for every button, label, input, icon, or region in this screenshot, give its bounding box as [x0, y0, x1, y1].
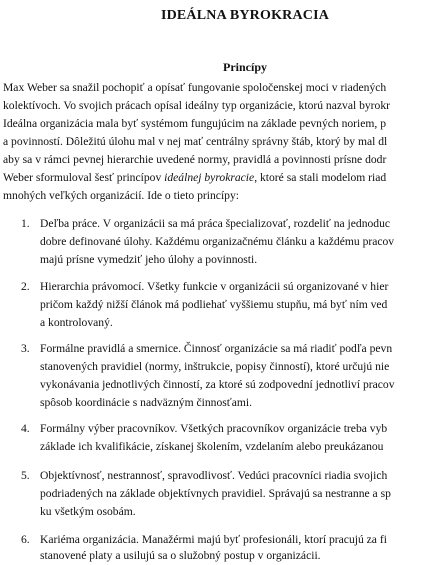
section-heading: Princípy — [223, 60, 267, 74]
item-number: 6. — [21, 533, 30, 546]
intro-line: mnohých veľkých organizácií. Ide o tieto princípy: — [3, 189, 239, 202]
item-number: 3. — [21, 342, 30, 355]
item-line: a kontrolovaný. — [40, 316, 113, 329]
document-title: IDEÁLNA BYROKRACIA — [160, 8, 330, 23]
item-line: Kariéma organizácia. Manažérmi majú byť profesionáli, ktorí pracujú za fi — [40, 533, 387, 546]
item-number: 4. — [21, 422, 30, 435]
intro-line: Ideálna organizácia mala byť systémom fungujúcim na základe pevných noriem, p — [3, 117, 387, 130]
item-line: ku všetkým osobám. — [40, 505, 136, 518]
item-line: podriadených na základe objektívnych pravidiel. Správajú sa nestranne a sp — [40, 487, 391, 500]
intro-line-with-italic — [3, 170, 386, 186]
intro-line: Max Weber sa snažil pochopiť a opísať fungovanie spoločenskej moci v riadených — [3, 81, 387, 94]
item-line: vykonávania jednotlivých činností, za ktoré sú zodpovední jednotliví pracov — [40, 378, 395, 391]
item-line: Formálne pravidlá a smernice. Činnosť organizácie sa má riadiť podľa pevn — [40, 342, 393, 355]
intro-italic-text: ideálnej byrokracie — [164, 171, 255, 184]
item-line: pričom každý nižší článok má podliehať vyššiemu stupňu, má byť ním ved — [40, 298, 388, 311]
item-line: základe ich kvalifikácie, získanej školením, vzdelaním alebo preukázanou — [40, 440, 384, 453]
intro-line: aby sa v rámci pevnej hierarchie uvedené normy, pravidlá a povinnosti prísne dodr — [3, 153, 387, 166]
item-line: stanovené platy a usilujú sa o služobný postup v organizácii. — [40, 549, 321, 562]
intro-line: kolektívoch. Vo svojich prácach opísal ideálny typ organizácie, ktorú nazval byrokr — [3, 99, 390, 112]
intro-text: , ktoré sa stali modelom riad — [254, 171, 387, 184]
item-line: Formálny výber pracovníkov. Všetkých pracovníkov organizácie treba vyb — [40, 422, 388, 435]
item-line: spôsob koordinácie s nadväzným činnosťami. — [40, 396, 252, 409]
item-line: Deľba práce. V organizácii sa má práca špecializovať, rozdeliť na jednoduc — [40, 217, 391, 230]
item-line: dobre definované úlohy. Každému organizačnému článku a každému pracov — [40, 235, 395, 248]
intro-line: a povinností. Dôležitú úlohu mal v nej mať centrálny správny štáb, ktorý by mal dl — [3, 135, 388, 148]
item-number: 1. — [21, 217, 30, 230]
item-line: Objektívnosť, nestrannosť, spravodlivosť. Vedúci pracovníci riadia svojich — [40, 469, 388, 482]
item-line: majú prísne vymedziť jeho úlohy a povinnosti. — [40, 253, 258, 266]
item-line: stanovených pravidiel (normy, inštrukcie, popisy činností), ktoré určujú nie — [40, 360, 390, 373]
item-number: 5. — [21, 469, 30, 482]
item-line: Hierarchia právomocí. Všetky funkcie v organizácii sú organizované v hier — [40, 280, 389, 293]
item-number: 2. — [21, 280, 30, 293]
intro-text: Weber sformuloval šesť princípov — [3, 171, 165, 184]
